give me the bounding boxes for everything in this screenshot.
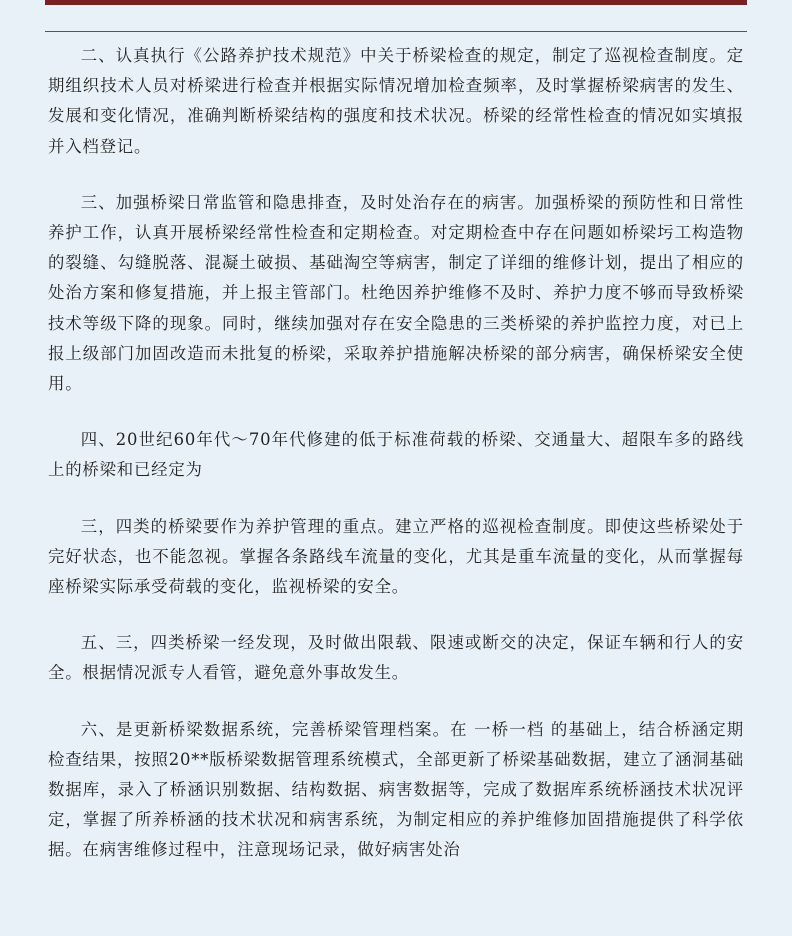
- paragraph-6-data-system: 六、是更新桥梁数据系统，完善桥梁管理档案。在 一桥一档 的基础上，结合桥涵定期检查结果，按照20**版桥梁数据管理系统模式，全部更新了桥梁基础数据，建立了涵洞基础数据库，录入了桥涵识别数据、结构数据、病害数据等，完成了数据库系统桥涵技术状况评定，掌握了所养桥涵的技术状况和病害系统，为制定相应的养护维修加固措施提供了科学依据。在病害维修过程中，注意现场记录，做好病害处治: [48, 719, 744, 860]
- top-banner-bar: [45, 0, 747, 5]
- paragraph-3-hazard-investigation: 三、加强桥梁日常监管和隐患排查，及时处治存在的病害。加强桥梁的预防性和日常性养护工作，认真开展桥梁经常性检查和定期检查。对定期检查中存在问题如桥梁圬工构造物的裂缝、勾缝脱落、混凝土破损、基础淘空等病害，制定了详细的维修计划，提出了相应的处治方案和修复措施，并上报主管部门。杜绝因养护维修不及时、养护力度不够而导致桥梁技术等级下降的现象。同时，继续加强对存在安全隐患的三类桥梁的养护监控力度，对已上报上级部门加固改造而未批复的桥梁，采取养护措施解决桥梁的部分病害，确保桥梁安全使用。: [48, 192, 744, 394]
- paragraph-5-restrictions: 五、三，四类桥梁一经发现，及时做出限载、限速或断交的决定，保证车辆和行人的安全。根据情况派专人看管，避免意外事故发生。: [48, 633, 744, 683]
- paragraph-4-substandard-bridges: 四、20世纪60年代～70年代修建的低于标准荷载的桥梁、交通量大、超限车多的路线上的桥梁和已经定为: [48, 430, 744, 480]
- paragraph-2-inspection-system: 二、认真执行《公路养护技术规范》中关于桥梁检查的规定，制定了巡视检查制度。定期组织技术人员对桥梁进行检查并根据实际情况增加检查频率，及时掌握桥梁病害的发生、发展和变化情况，准确判断桥梁结构的强度和技术状况。桥梁的经常性检查的情况如实填报并入档登记。: [48, 46, 744, 156]
- header-divider: [45, 31, 747, 32]
- paragraph-class-3-4-bridges: 三，四类的桥梁要作为养护管理的重点。建立严格的巡视检查制度。即使这些桥梁处于完好状态，也不能忽视。掌握各条路线车流量的变化，尤其是重车流量的变化，从而掌握每座桥梁实际承受荷载的变化，监视桥梁的安全。: [48, 516, 744, 597]
- document-body: [48, 41, 744, 892]
